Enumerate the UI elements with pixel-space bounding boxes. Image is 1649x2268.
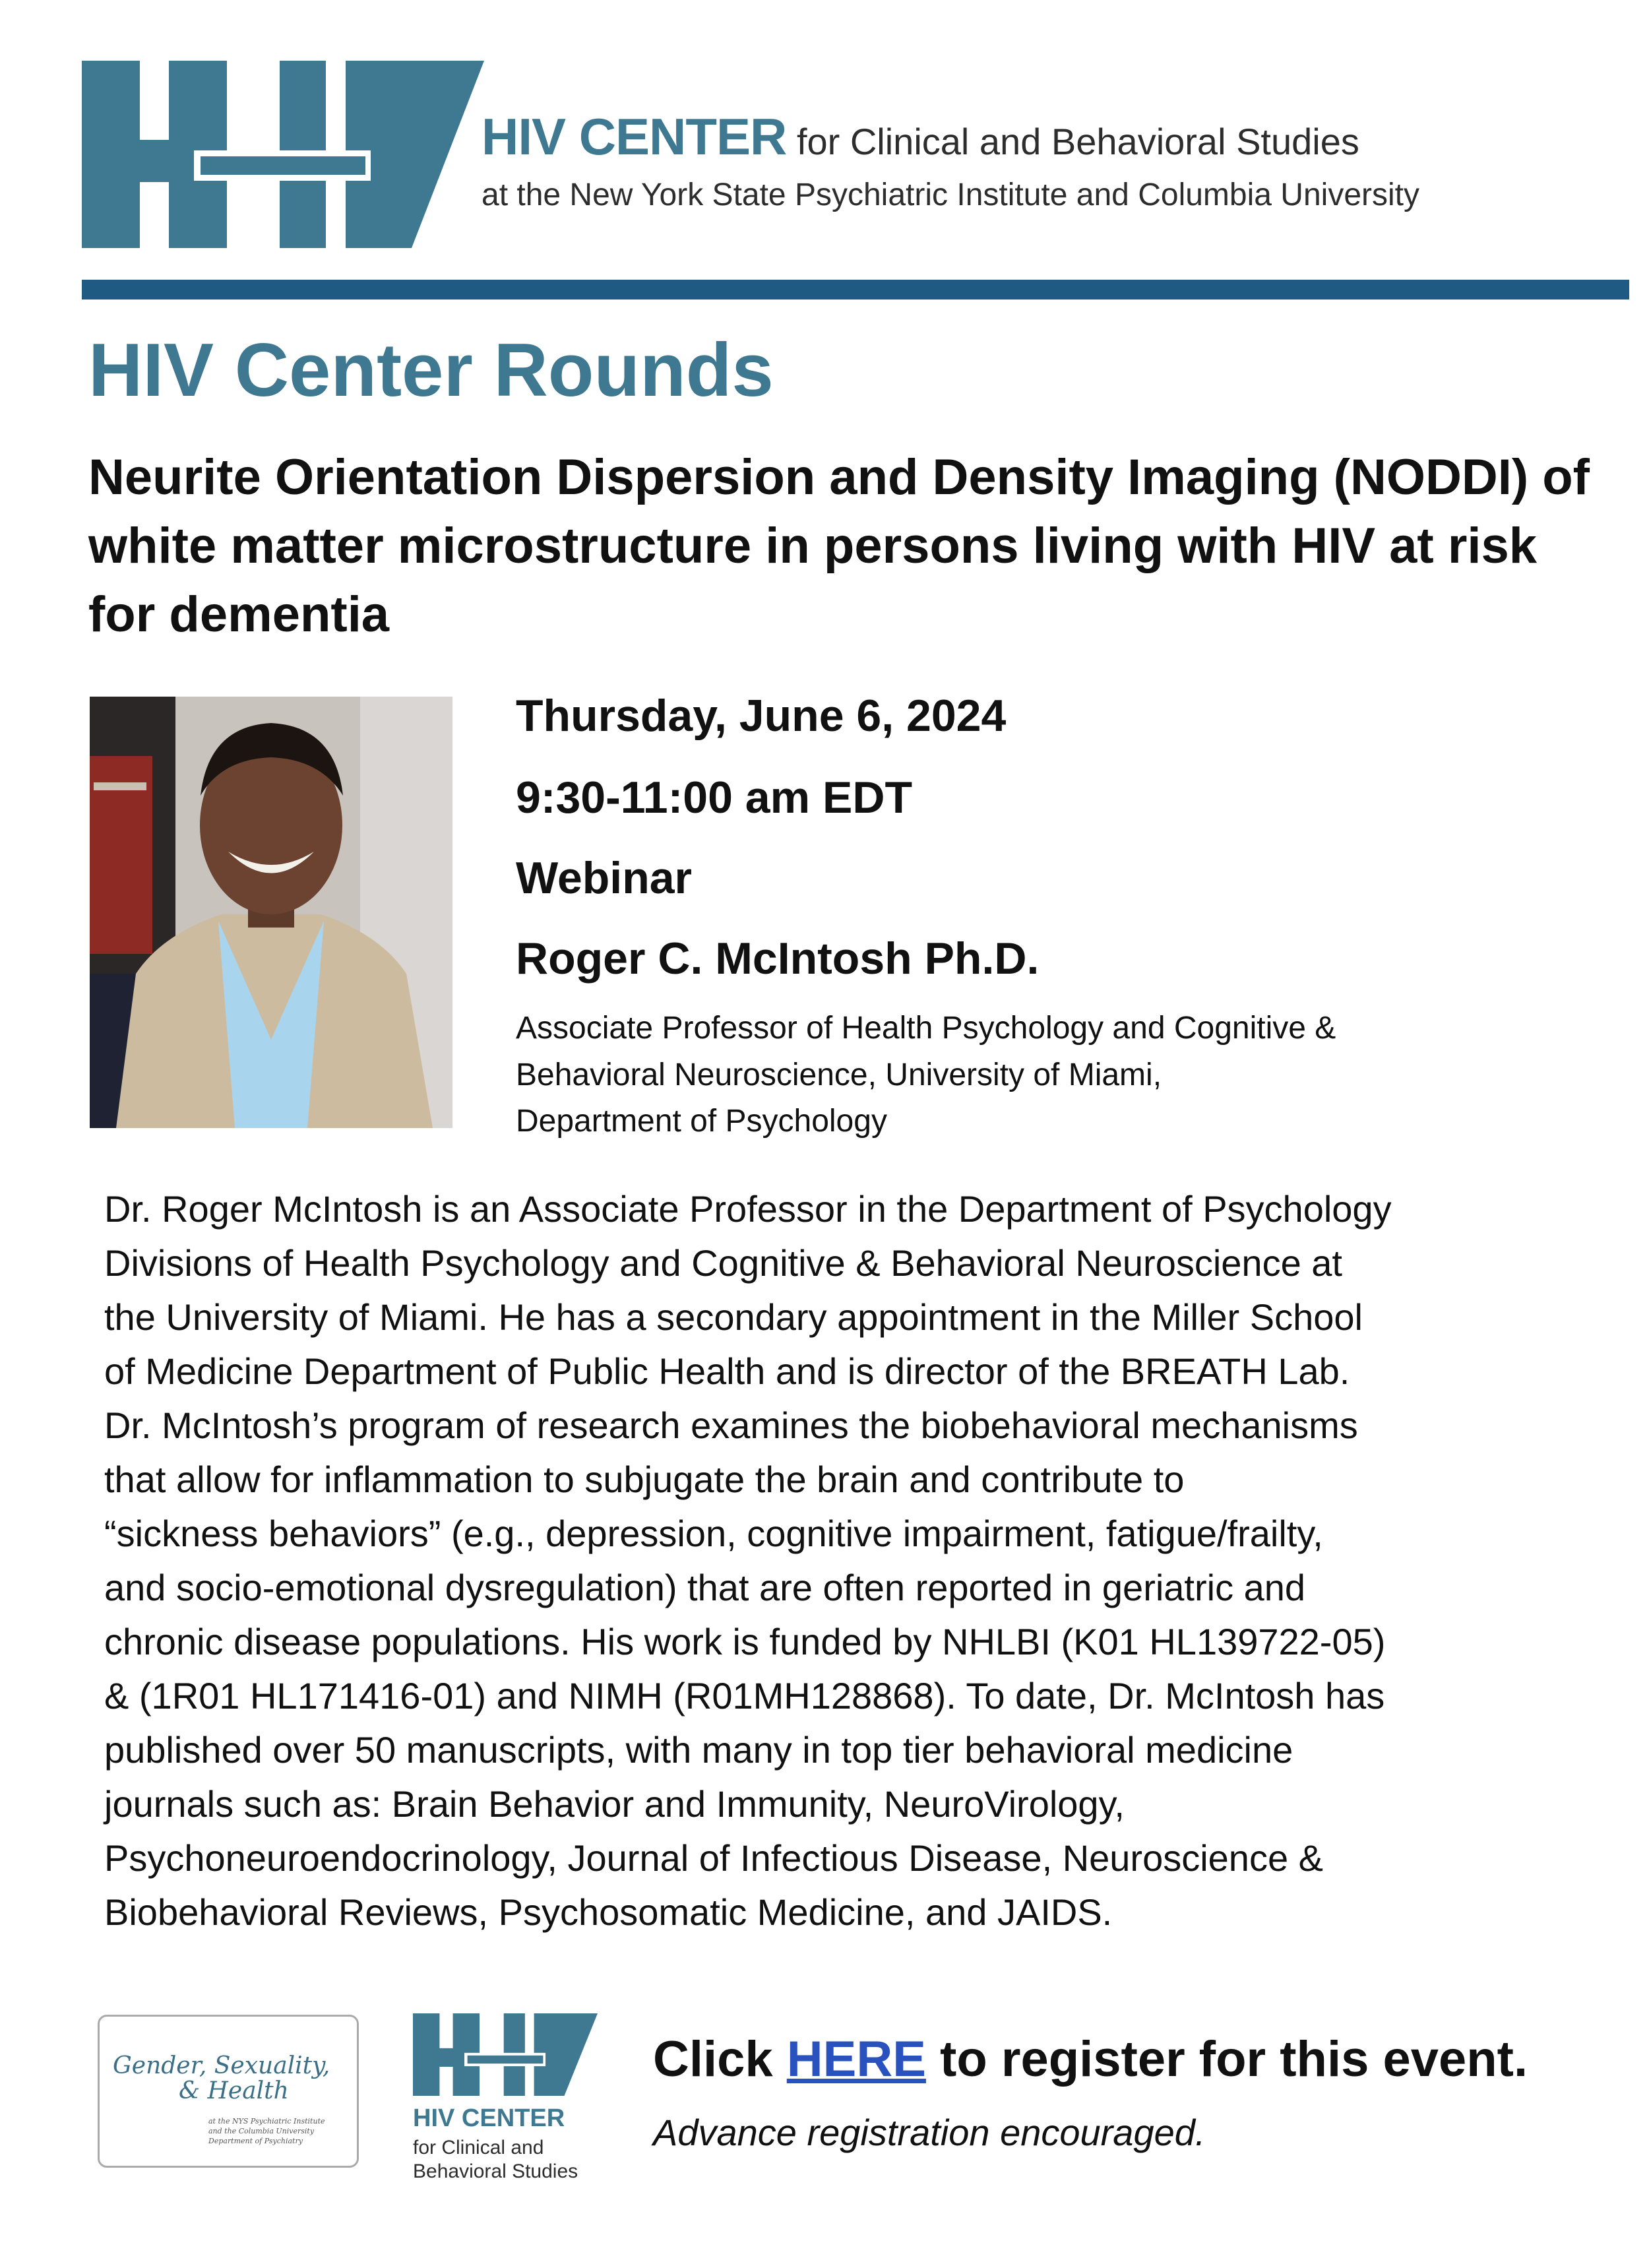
bio-line: journals such as: Brain Behavior and Immunity, NeuroVirology, [104,1783,1125,1825]
speaker-bio [104,1182,1582,1939]
bio-line: Dr. McIntosh’s program of research examines the biobehavioral mechanisms [104,1404,1358,1447]
cta-text-before: Click [653,2031,787,2087]
register-call-to-action [653,2031,1528,2088]
header-org-subtitle: at the New York State Psychiatric Institute and Columbia University [482,177,1419,212]
bio-line: Dr. Roger McIntosh is an Associate Professor in the Department of Psychology [104,1188,1392,1230]
gsh-logo-title [113,2054,330,2104]
gsh-logo-title-line1: Gender, Sexuality, [113,2052,330,2079]
talk-title: Neurite Orientation Dispersion and Density Imaging (NODDI) of white matter microstructure in persons living with HIV at risk for dementia [88,449,1590,643]
speaker-name: Roger C. McIntosh Ph.D. [516,933,1040,984]
bio-line: Divisions of Health Psychology and Cognitive & Behavioral Neuroscience at [104,1242,1342,1284]
event-date: Thursday, June 6, 2024 [516,691,1007,741]
series-title: HIV Center Rounds [88,329,774,412]
header-divider [82,280,1629,299]
gsh-logo-small-line: Department of Psychiatry [208,2136,303,2145]
hiv-center-logo-mark [82,61,484,248]
register-here-link[interactable]: HERE [786,2031,926,2087]
gsh-logo-title-line2: & Health [179,2077,289,2104]
bio-line: Psychoneuroendocrinology, Journal of Infectious Disease, Neuroscience & [104,1837,1323,1879]
footer-logo-sub-line: for Clinical and [413,2137,544,2158]
header-org-title [482,108,1359,166]
affiliation-line: Behavioral Neuroscience, University of Miami, [516,1057,1162,1092]
speaker-affiliation [516,1005,1571,1145]
gsh-logo-affiliation [208,2117,325,2147]
gsh-logo-small-line: and the Columbia University [208,2126,315,2135]
header-org-name-rest: for Clinical and Behavioral Studies [786,121,1359,162]
footer-logo-subtitle [413,2136,578,2184]
bio-line: published over 50 manuscripts, with many in top tier behavioral medicine [104,1729,1293,1771]
bio-line: “sickness behaviors” (e.g., depression, cognitive impairment, fatigue/frailty, [104,1513,1323,1555]
bio-line: and socio-emotional dysregulation) that are often reported in geriatric and [104,1567,1306,1609]
header-org-name: HIV CENTER [482,108,787,166]
bio-line: Biobehavioral Reviews, Psychosomatic Medicine, and JAIDS. [104,1891,1113,1934]
speaker-photo [90,697,452,1128]
cta-text-after: to register for this event. [925,2031,1528,2087]
affiliation-line: Associate Professor of Health Psychology and Cognitive & [516,1011,1336,1046]
bio-line: chronic disease populations. His work is funded by NHLBI (K01 HL139722-05) [104,1621,1386,1663]
event-format: Webinar [516,853,693,903]
footer-logo-sub-line: Behavioral Studies [413,2160,578,2182]
bio-line: the University of Miami. He has a secondary appointment in the Miller School [104,1296,1363,1339]
bio-line: of Medicine Department of Public Health and is director of the BREATH Lab. [104,1350,1350,1393]
gender-sexuality-health-logo [98,2015,359,2168]
footer-logo-name: HIV CENTER [413,2104,565,2132]
hiv-center-footer-logo-mark [413,2013,598,2096]
advance-registration-note: Advance registration encouraged. [653,2112,1206,2153]
bio-line: & (1R01 HL171416-01) and NIMH (R01MH128868). To date, Dr. McIntosh has [104,1675,1385,1717]
bio-line: that allow for inflammation to subjugate the brain and contribute to [104,1459,1185,1501]
event-time: 9:30-11:00 am EDT [516,772,912,823]
affiliation-line: Department of Psychology [516,1104,887,1139]
gsh-logo-small-line: at the NYS Psychiatric Institute [208,2117,325,2126]
